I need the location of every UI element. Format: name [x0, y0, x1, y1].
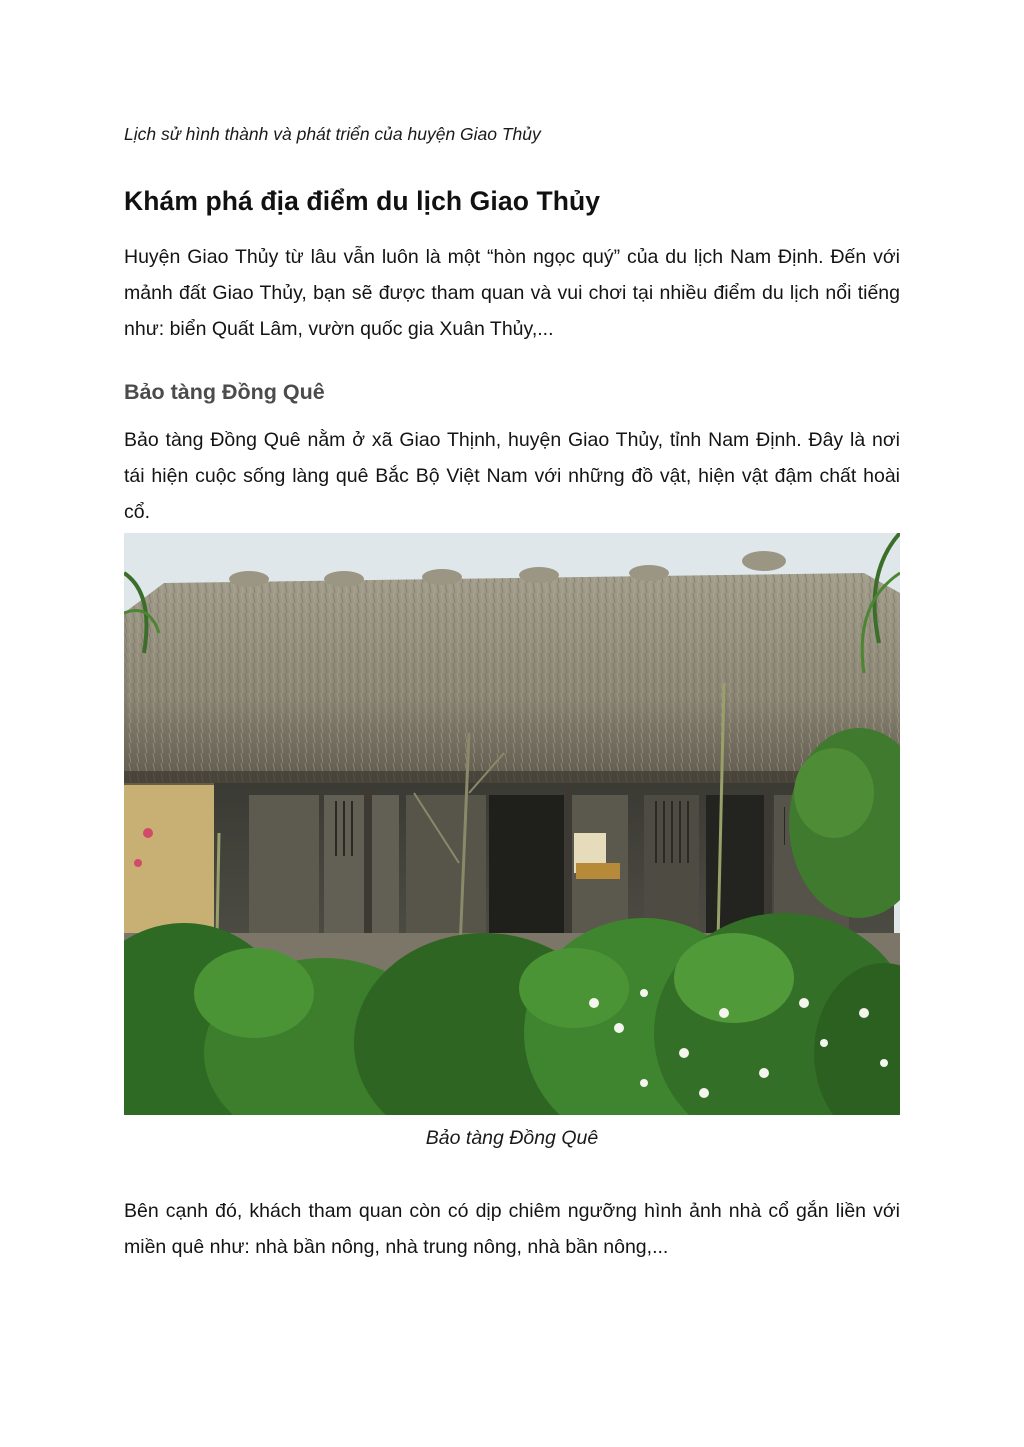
page-heading: Khám phá địa điểm du lịch Giao Thủy [124, 186, 601, 216]
section-heading: Bảo tàng Đồng Quê [124, 380, 325, 404]
closing-paragraph: Bên cạnh đó, khách tham quan còn có dịp chiêm ngưỡng hình ảnh nhà cổ gắn liền với miền quê như: nhà bần nông, nhà trung nông, nhà bần nông,... [124, 1200, 900, 1258]
section-paragraph: Bảo tàng Đồng Quê nằm ở xã Giao Thịnh, huyện Giao Thủy, tỉnh Nam Định. Đây là nơi tái hiện cuộc sống làng quê Bắc Bộ Việt Nam với những đồ vật, hiện vật đậm chất hoài cổ. [124, 429, 900, 523]
previous-image-caption: Lịch sử hình thành và phát triển của huyện Giao Thủy [124, 124, 541, 144]
figure-caption: Bảo tàng Đồng Quê [425, 1127, 599, 1149]
museum-photo [124, 533, 900, 1115]
intro-paragraph: Huyện Giao Thủy từ lâu vẫn luôn là một “hòn ngọc quý” của du lịch Nam Định. Đến với mảnh đất Giao Thủy, bạn sẽ được tham quan và vui chơi tại nhiều điểm du lịch nổi tiếng như: biển Quất Lâm, vườn quốc gia Xuân Thủy,... [124, 246, 900, 340]
